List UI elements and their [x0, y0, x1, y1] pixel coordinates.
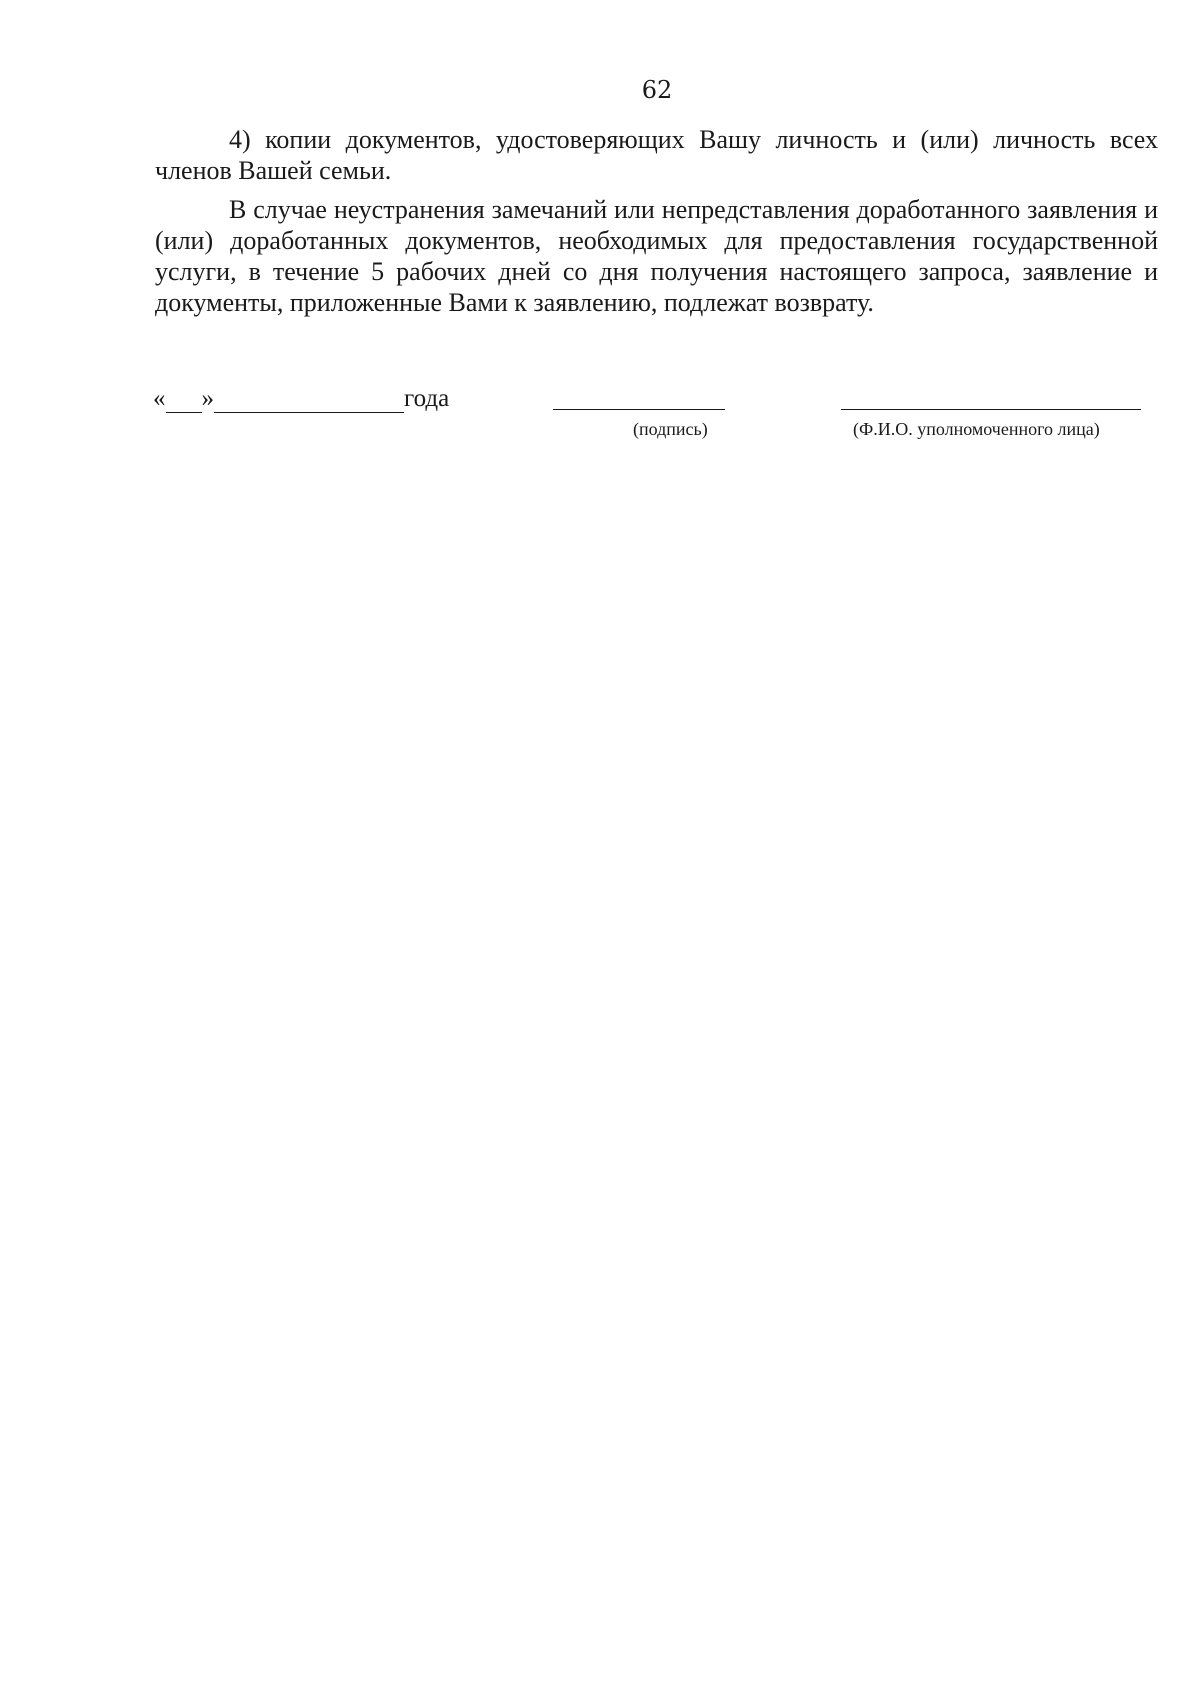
date-field — [153, 385, 449, 413]
name-line — [841, 409, 1141, 410]
quote-open: « — [153, 385, 166, 412]
signature-block — [153, 385, 1158, 445]
name-caption: (Ф.И.О. уполномоченного лица) — [853, 419, 1100, 439]
paragraph-documents-copies: 4) копии документов, удостоверяющих Вашу личность и (или) личность всех членов Вашей семьи. — [155, 125, 1158, 185]
signature-line — [553, 409, 725, 410]
document-body — [155, 124, 1158, 326]
page-number: 62 — [641, 76, 673, 104]
day-blank — [166, 390, 202, 413]
year-word: года — [404, 385, 450, 412]
quote-close: » — [201, 385, 214, 412]
signature-caption: (подпись) — [633, 419, 708, 439]
paragraph-return-notice: В случае неустранения замечаний или непредставления доработанного заявления и (или) доработанных документов, необходимых для предоставления государственной услуги, в течение 5 рабочих дней со дня получения настоящего запроса, заявление и документы, приложенные Вами к заявлению, подлежат возврату. — [155, 195, 1158, 317]
month-blank — [214, 390, 404, 413]
